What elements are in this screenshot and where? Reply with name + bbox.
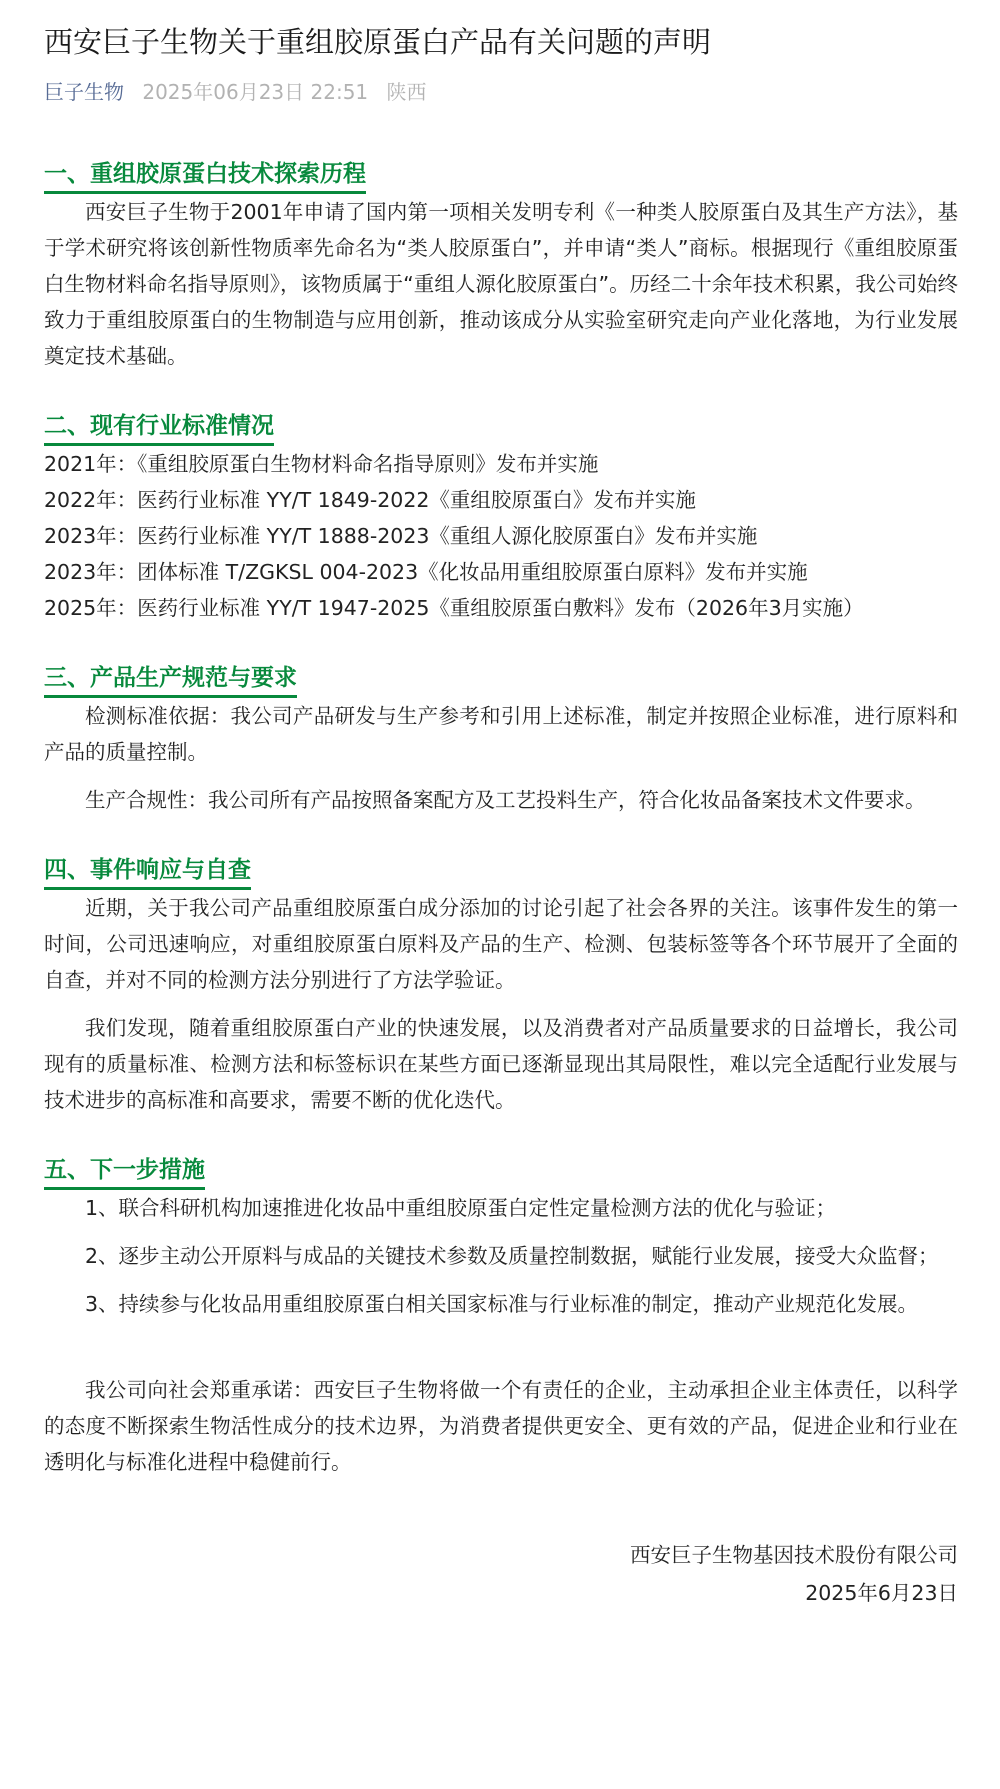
article-title: 西安巨子生物关于重组胶原蛋白产品有关问题的声明 [44,25,712,59]
publish-location: 陕西 [386,80,427,104]
paragraph: 西安巨子生物于2001年申请了国内第一项相关发明专利《一种类人胶原蛋白及其生产方法》，基于学术研究将该创新性物质率先命名为“类人胶原蛋白”，并申请“类人”商标。根据现行《重组胶原蛋白生物材料命名指导原则》，该物质属于“重组人源化胶原蛋白”。历经二十余年技术积累，我公司始终致力于重组胶原蛋白的生物制造与应用创新，推动该成分从实验室研究走向产业化落地，为行业发展奠定技术基础。 [44,200,958,368]
section-production [44,660,958,818]
publish-date: 2025年06月23日 22:51 [142,80,369,104]
article-meta [44,78,958,106]
paragraph: 近期，关于我公司产品重组胶原蛋白成分添加的讨论引起了社会各界的关注。该事件发生的第一时间，公司迅速响应，对重组胶原蛋白原料及产品的生产、检测、包装标签等各个环节展开了全面的自查，并对不同的检测方法分别进行了方法学验证。 [44,896,958,992]
paragraph: 我们发现，随着重组胶原蛋白产业的快速发展，以及消费者对产品质量要求的日益增长，我公司现有的质量标准、检测方法和标签标识在某些方面已逐渐显现出其局限性，难以完全适配行业发展与技术进步的高标准和高要求，需要不断的优化迭代。 [44,1016,958,1112]
paragraph: 2、逐步主动公开原料与成品的关键技术参数及质量控制数据，赋能行业发展，接受大众监督； [85,1244,939,1268]
author-link[interactable]: 巨子生物 [44,80,124,104]
list-item: 2025年：医药行业标准 YY/T 1947-2025《重组胶原蛋白敷料》发布（2026年3月实施） [44,596,864,620]
list-item: 2023年：医药行业标准 YY/T 1888-2023《重组人源化胶原蛋白》发布并实施 [44,524,758,548]
section-history [44,156,958,374]
standards-list [44,446,958,626]
signature-company: 西安巨子生物基因技术股份有限公司 [630,1543,958,1567]
signature-date: 2025年6月23日 [805,1581,958,1605]
list-item: 2022年：医药行业标准 YY/T 1849-2022《重组胶原蛋白》发布并实施 [44,488,696,512]
signature-block [44,1536,958,1612]
commitment-paragraph: 我公司向社会郑重承诺：西安巨子生物将做一个有责任的企业，主动承担企业主体责任，以科学的态度不断探索生物活性成分的技术边界，为消费者提供更安全、更有效的产品，促进企业和行业在透明化与标准化进程中稳健前行。 [44,1378,958,1474]
section-heading: 二、现有行业标准情况 [44,409,274,446]
section-heading: 一、重组胶原蛋白技术探索历程 [44,157,366,194]
section-heading: 四、事件响应与自查 [44,853,251,890]
article-body [44,156,958,1612]
section-heading: 五、下一步措施 [44,1153,205,1190]
paragraph: 生产合规性：我公司所有产品按照备案配方及工艺投料生产，符合化妆品备案技术文件要求。 [85,788,926,812]
section-heading: 三、产品生产规范与要求 [44,661,297,698]
paragraph: 3、持续参与化妆品用重组胶原蛋白相关国家标准与行业标准的制定，推动产业规范化发展。 [85,1292,919,1316]
section-next-steps [44,1152,958,1322]
list-item: 2021年：《重组胶原蛋白生物材料命名指导原则》发布并实施 [44,452,599,476]
list-item: 2023年：团体标准 T/ZGKSL 004-2023《化妆品用重组胶原蛋白原料》发布并实施 [44,560,808,584]
section-standards [44,408,958,626]
section-response [44,852,958,1118]
paragraph: 检测标准依据：我公司产品研发与生产参考和引用上述标准，制定并按照企业标准，进行原料和产品的质量控制。 [44,704,958,764]
paragraph: 1、联合科研机构加速推进化妆品中重组胶原蛋白定性定量检测方法的优化与验证； [85,1196,837,1220]
